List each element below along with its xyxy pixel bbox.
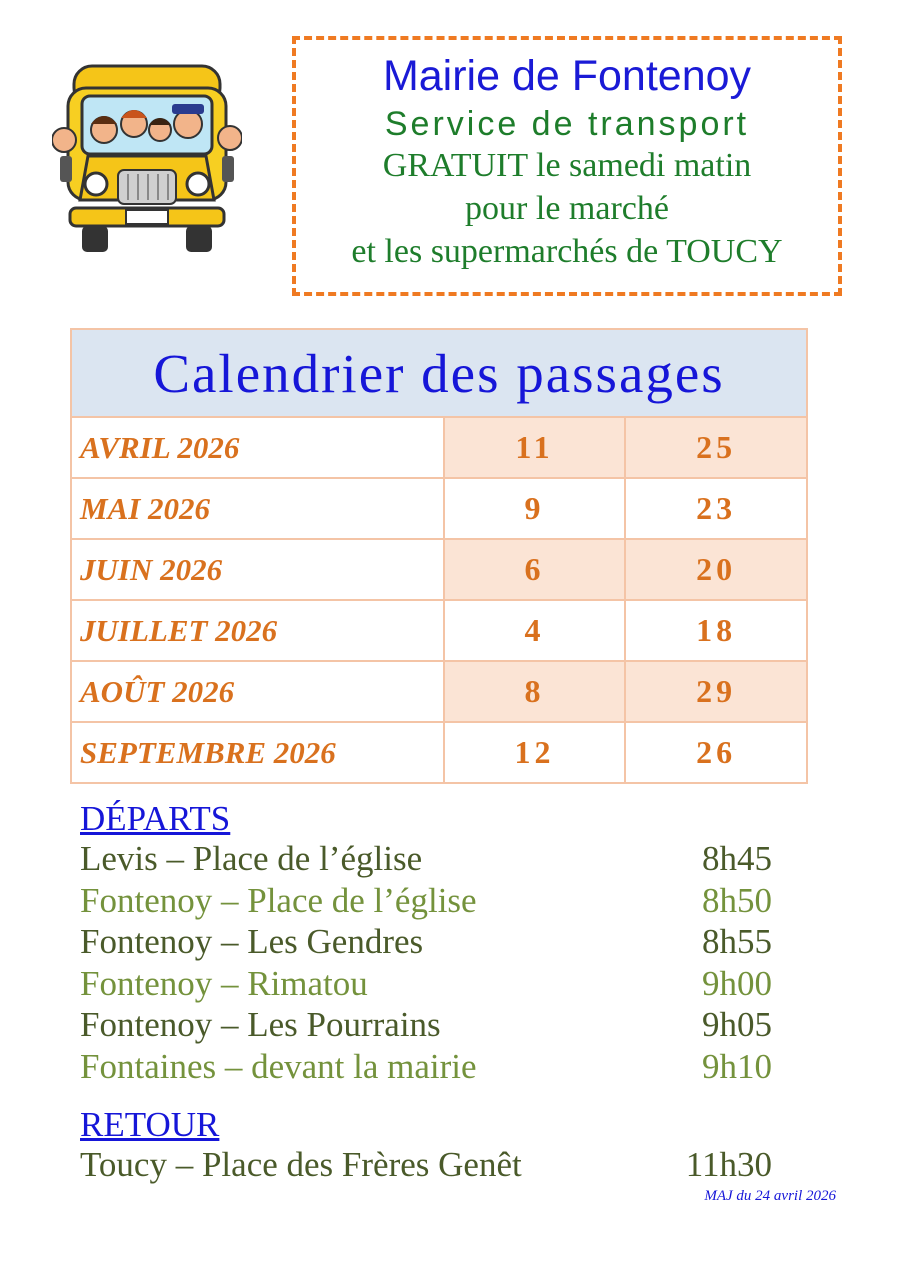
day-cell: 18 — [625, 600, 807, 661]
stop-time: 11h30 — [685, 1145, 772, 1184]
subtitle-supermarkets: et les supermarchés de TOUCY — [351, 233, 783, 270]
month-cell: JUILLET 2026 — [71, 600, 444, 661]
table-row — [71, 417, 807, 478]
return-heading: RETOUR — [80, 1105, 220, 1144]
stop-name: Fontenoy – Les Pourrains — [80, 1005, 441, 1044]
stop-name: Fontenoy – Place de l’église — [80, 880, 477, 920]
stop-name: Fontenoy – Les Gendres — [80, 922, 424, 961]
stop-time: 8h50 — [702, 880, 772, 920]
list-item — [80, 963, 780, 1005]
month-cell: MAI 2026 — [71, 478, 444, 539]
day-cell: 9 — [444, 478, 626, 539]
day-cell: 29 — [625, 661, 807, 722]
list-item — [80, 1046, 780, 1088]
day-cell: 8 — [444, 661, 626, 722]
table-row — [71, 539, 807, 600]
month-cell: SEPTEMBRE 2026 — [71, 722, 444, 783]
departures-heading: DÉPARTS — [80, 799, 231, 838]
update-note: MAJ du 24 avril 2026 — [704, 1188, 836, 1204]
table-row — [71, 478, 807, 539]
stop-name: Toucy – Place des Frères Genêt — [80, 1145, 522, 1184]
header-box — [292, 36, 842, 296]
day-cell: 6 — [444, 539, 626, 600]
month-cell: AVRIL 2026 — [71, 417, 444, 478]
table-row — [71, 600, 807, 661]
table-row — [71, 722, 807, 783]
stop-time: 8h45 — [702, 839, 772, 878]
stop-time: 9h05 — [702, 1005, 772, 1044]
stop-name: Levis – Place de l’église — [80, 839, 423, 878]
day-cell: 25 — [625, 417, 807, 478]
return-section — [80, 1106, 780, 1186]
stop-time: 9h10 — [702, 1046, 772, 1086]
subtitle-market: pour le marché — [465, 190, 669, 227]
list-item — [80, 1144, 780, 1186]
stop-name: Fontaines – devant la mairie — [80, 1046, 477, 1086]
stop-name: Fontenoy – Rimatou — [80, 963, 368, 1003]
month-cell: AOÛT 2026 — [71, 661, 444, 722]
subtitle-free: GRATUIT le samedi matin — [382, 147, 752, 184]
stop-time: 8h55 — [702, 922, 772, 961]
list-item — [80, 880, 780, 922]
day-cell: 20 — [625, 539, 807, 600]
page-title: Mairie de Fontenoy — [382, 52, 752, 100]
list-item — [80, 838, 780, 880]
calendar-title: Calendrier des passages — [71, 329, 807, 417]
departures-section — [80, 800, 780, 1087]
day-cell: 11 — [444, 417, 626, 478]
table-row — [71, 661, 807, 722]
stop-time: 9h00 — [702, 963, 772, 1003]
list-item — [80, 921, 780, 963]
day-cell: 26 — [625, 722, 807, 783]
day-cell: 23 — [625, 478, 807, 539]
day-cell: 12 — [444, 722, 626, 783]
day-cell: 4 — [444, 600, 626, 661]
month-cell: JUIN 2026 — [71, 539, 444, 600]
list-item — [80, 1004, 780, 1046]
subtitle-service: Service de transport — [384, 105, 750, 143]
school-bus-illustration — [52, 60, 242, 260]
calendar-table — [70, 328, 808, 784]
